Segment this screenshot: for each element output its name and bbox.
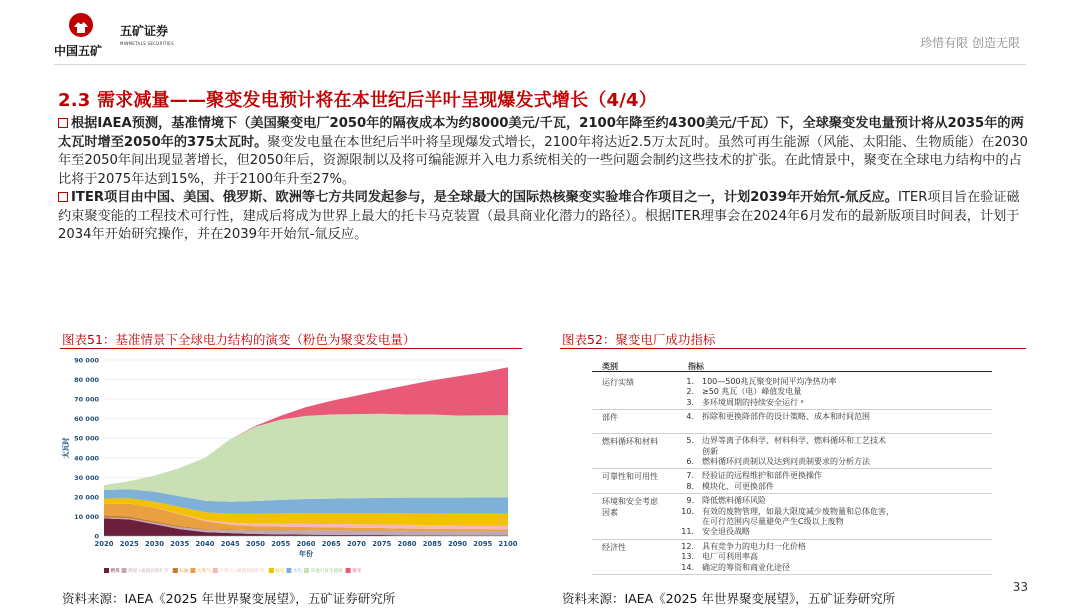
figure-51-source: 资料来源：IAEA《2025 年世界聚变展望》，五矿证券研究所 [62,591,396,606]
paragraph-bold-lead: 根据IAEA预测，基准情境下（美国聚变电厂2050年的隔夜成本为约8000美元/千瓦，2100年降至约4300美元/千瓦）下，全球聚变发电量预计将从2035年的两太瓦时增至2050年的375太瓦时。 [58,116,1024,150]
legend-entry: 天然气 [196,569,211,574]
legend-swatch [304,568,309,573]
indicator-number: 10. [681,506,694,516]
table-row [592,375,992,410]
indicator-number: 9. [686,496,694,506]
table-indicator-cell [680,496,992,538]
indicator-text: 边界等离子体科学、材料科学、燃料循环和工艺技术 [702,436,886,446]
indicator-item [680,436,992,446]
indicator-number: 6. [686,456,694,466]
x-tick-label: 2095 [473,540,493,548]
indicator-item [680,527,992,537]
legend-swatch [269,568,274,573]
figure-51-caption: 图表51：基准情景下全球电力结构的演变（粉色为聚变发电量） [62,332,416,347]
legend-entry: 石油 [179,569,189,574]
y-tick-label: 20 000 [74,493,99,502]
broker-brand [120,22,174,46]
header-category: 类别 [602,362,618,371]
indicator-text: 多环境周期的持续安全运行 ᵃ [702,397,804,407]
indicator-number: 4. [686,412,694,422]
indicator-item [680,471,992,481]
indicator-text: 创新 [702,446,718,456]
x-tick-label: 2020 [94,540,114,548]
x-tick-label: 2055 [271,540,291,548]
broker-en-name: MINMETALS SECURITIES [120,41,174,46]
figure-52-source: 资料来源：IAEA《2025 年世界聚变展望》，五矿证券研究所 [562,591,896,606]
indicator-text: 100—500兆瓦聚变时间平均净热功率 [702,377,837,386]
indicator-item [680,398,992,408]
legend-swatch [213,568,218,573]
x-tick-label: 2085 [422,540,442,548]
x-tick-label: 2030 [145,540,164,548]
table-header [592,358,992,372]
y-tick-label: 10 000 [74,512,99,521]
figure-52-divider [560,348,1026,349]
legend-swatch [104,568,109,573]
y-tick-label: 30 000 [74,473,99,482]
bullet-square-icon [58,192,68,202]
indicator-text: 降低燃料循环风险 [702,496,766,506]
indicator-number: 5. [686,436,694,446]
indicator-text: 确定的筹资和商业化途径 [702,562,790,572]
indicator-text: 在可行范围内尽量避免产生C级以上废物 [702,516,844,526]
table-row [592,494,992,540]
broker-name: 五矿证券 [120,24,169,38]
table-row [592,540,992,575]
indicator-number: 3. [686,397,694,407]
y-tick-label: 70 000 [74,395,99,404]
x-tick-label: 2100 [498,540,518,548]
y-tick-label: 60 000 [74,415,99,424]
x-tick-label: 2080 [397,540,417,548]
table-indicator-cell [680,436,992,467]
indicator-number: 1. [686,377,694,386]
legend-entry: 燃煤 [110,569,120,574]
x-tick-label: 2065 [321,540,341,548]
legend-entry: 聚变 [352,569,362,574]
header-indicator: 指标 [688,362,704,371]
legend-swatch [286,568,291,573]
indicator-number: 12. [681,541,694,551]
indicator-number: 7. [686,471,694,481]
paragraph-body: ITER项目旨在验证磁约束聚变能的工程技术可行性，建成后将成为世界上最大的托卡马克装置（最具商业化潜力的路径）。根据ITER理事会在2024年6月发布的最新版项目时间表，计划于2034年开始研究操作，并在2039年开始氘-氚反应。 [58,190,1020,242]
legend-entry: 天然气+碳捕获和贮存 [219,569,265,574]
indicator-text: 安全退役战略 [702,527,750,537]
x-tick-label: 2035 [170,540,190,548]
indicator-item [680,563,992,573]
table-category-cell: 经济性 [602,542,626,552]
y-tick-label: 50 000 [74,434,99,443]
paragraph-iaea-forecast [58,115,1030,189]
indicator-number: 13. [681,552,694,562]
table-category-cell: 部件 [602,413,618,423]
slide-title: 2.3 需求减量——聚变发电预计将在本世纪后半叶呈现爆发式增长（4/4） [58,90,657,111]
indicator-item [680,412,992,422]
figure-52-caption: 图表52：聚变电厂成功指标 [562,332,716,347]
table-row [592,410,992,434]
y-tick-label: 40 000 [74,454,99,463]
indicator-text: 拆除和更换降部件的设计策略、成本和时间范围 [702,412,870,422]
success-indicator-table [592,358,992,580]
table-category-cell: 运行实绩 [602,378,634,387]
x-tick-label: 2060 [296,540,316,548]
logo-text: 中国五矿 [54,44,103,58]
indicator-item [680,517,992,527]
x-tick-label: 2075 [372,540,392,548]
indicator-text: ≥50 兆瓦（电）峰值发电量 [702,387,802,397]
indicator-number: 8. [686,481,694,491]
legend-swatch [346,568,351,573]
bullet-square-icon [58,118,68,128]
indicator-item [680,496,992,506]
indicator-number: 2. [686,387,694,397]
y-tick-label: 0 [94,532,99,541]
indicator-number: 14. [681,562,694,572]
indicator-text: 经验证的远程维护和部件更换操作 [702,471,822,481]
indicator-item [680,377,992,387]
table-category-cell: 燃料循环和材料 [602,437,658,447]
indicator-item [680,482,992,492]
indicator-item [680,387,992,397]
slogan: 珍惜有限 创造无限 [920,36,1020,50]
y-axis-label: 太瓦时 [62,437,70,459]
indicator-item [680,457,992,467]
paragraph-body: 聚变发电量在本世纪后半叶将呈现爆发式增长，2100年将达近2.5万太瓦时。虽然可再生能源（风能、太阳能、生物质能）在2030年至2050年间出现显著增长，但2050年后，资源限制以及将可编能源并入电力系统相关的一些问题会制约这些技术的扩张。在此情景中，聚变在全球电力结构中的占比将于2075年达到15%，并于2100年升至27%。 [58,134,1028,187]
table-row [592,434,992,469]
header-divider [54,64,1026,65]
indicator-number: 11. [681,527,694,537]
power-mix-area-chart [60,352,520,582]
legend-swatch [190,568,195,573]
legend-entry: 核电 [275,569,285,574]
legend-entry: 水电 [292,569,303,574]
table-category-cell: 环境和安全考虑因素 [602,497,658,518]
legend-swatch [122,568,127,573]
x-tick-label: 2070 [347,540,366,548]
company-logo [54,12,114,58]
paragraph-iter-project [58,189,1030,245]
indicator-text: 模块化、可更换部件 [702,481,774,491]
figure-51-divider [60,348,522,349]
indicator-item [680,507,992,517]
y-tick-label: 90 000 [74,356,99,365]
indicator-text: 具有竞争力的电力归一化价格 [702,541,806,551]
x-tick-label: 2050 [246,540,265,548]
legend-entry: 其他可再生能源 [310,569,343,574]
x-tick-label: 2025 [119,540,139,548]
y-tick-label: 80 000 [74,376,99,385]
indicator-text: 电厂可利用率高 [702,552,758,562]
x-tick-label: 2040 [195,540,215,548]
minmetals-emblem-icon [68,12,94,38]
indicator-text: 有效的废物管理，如最大限度减少废物量和总体危害， [702,506,894,516]
indicator-item [680,542,992,552]
page-number: 33 [1012,580,1028,594]
x-axis-label: 年份 [299,550,313,558]
table-row [592,469,992,494]
indicator-text: 燃料循环问责制以及达到问责制要求的分析方法 [702,456,870,466]
legend-entry: 燃煤+碳捕获和贮存 [128,569,169,574]
paragraph-bold-lead: ITER项目由中国、美国、俄罗斯、欧洲等七方共同发起参与，是全球最大的国际热核聚变实验堆合作项目之一，计划2039年开始氘-氚反应。 [71,190,898,205]
table-category-cell: 可靠性和可用性 [602,472,658,482]
indicator-item [680,447,992,457]
legend-swatch [173,568,178,573]
table-indicator-cell [680,377,992,408]
x-tick-label: 2090 [448,540,467,548]
table-indicator-cell [680,471,992,492]
indicator-item [680,552,992,562]
table-indicator-cell [680,542,992,573]
table-indicator-cell [680,412,992,422]
x-tick-label: 2045 [220,540,240,548]
